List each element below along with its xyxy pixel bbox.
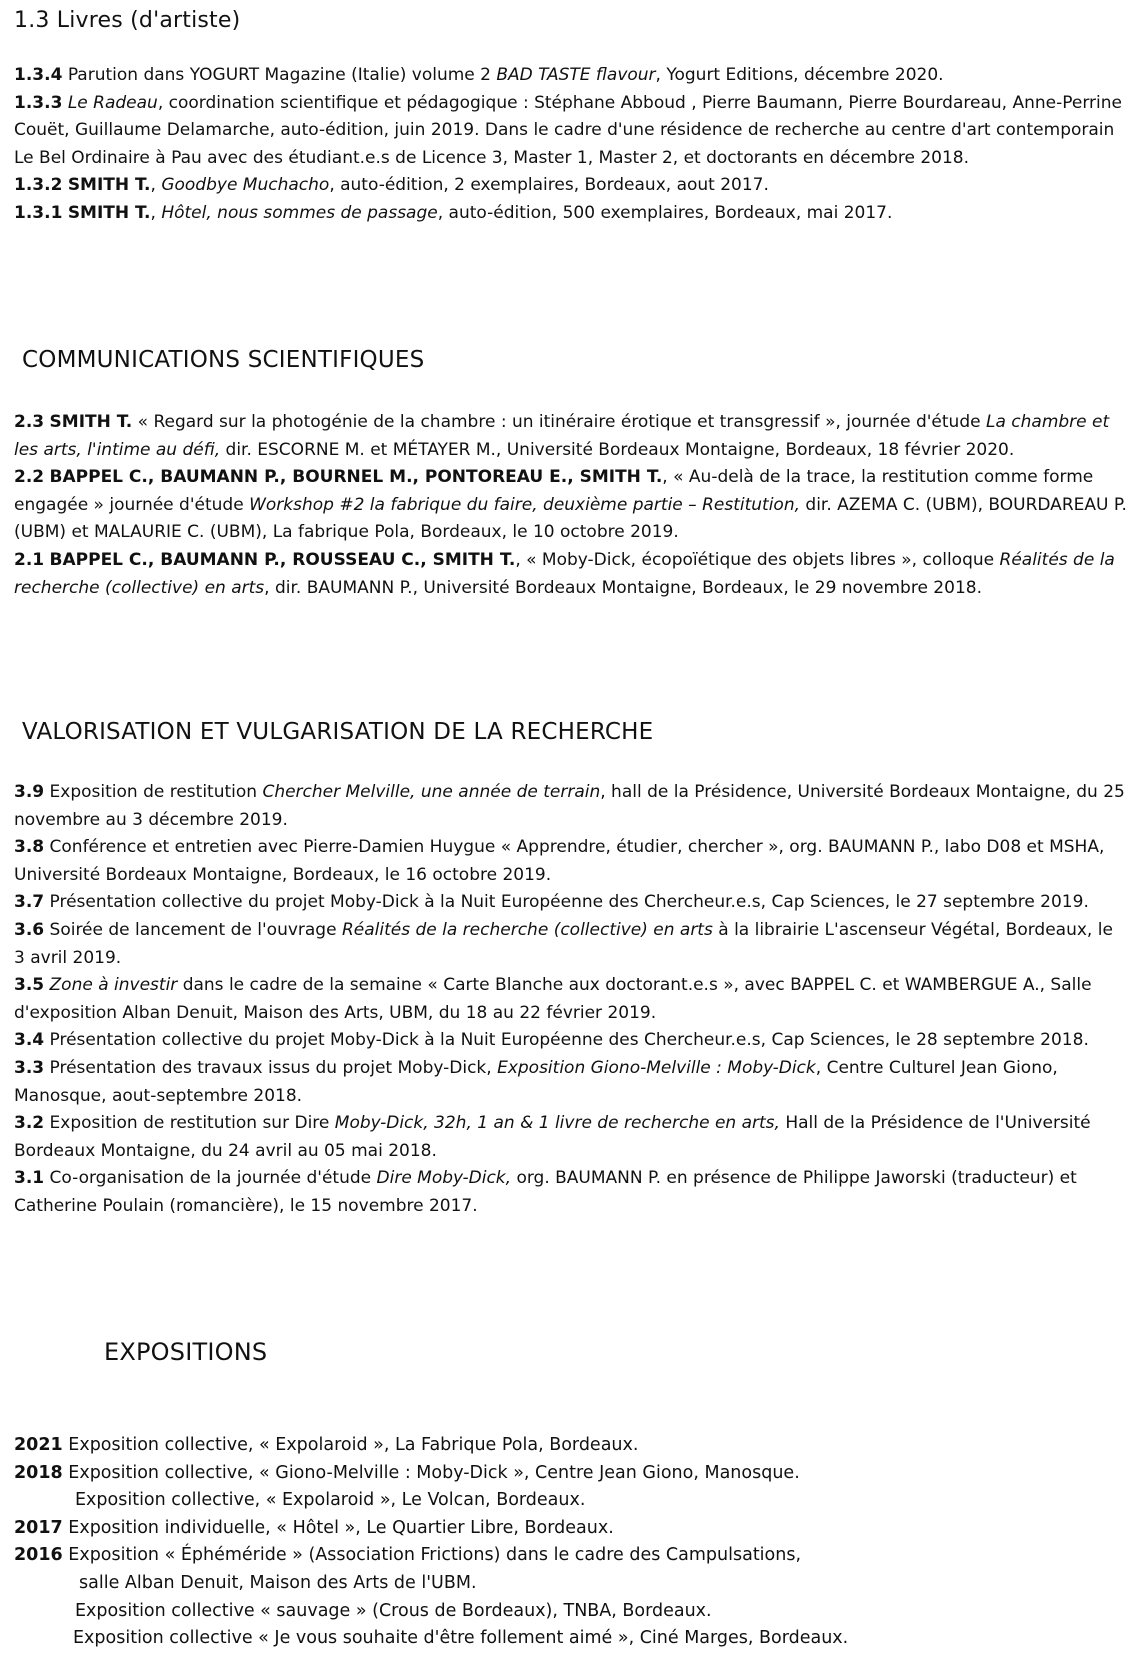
list-item: 2.1 BAPPEL C., BAUMANN P., ROUSSEAU C., SMITH T., « Moby-Dick, écopoïétique des objets libres », colloque Réalités de la recherche (collective) en arts, dir. BAUMANN P., Université Bordeaux Montaigne, Bordeaux, le 29 novembre 2018. [14,549,1115,598]
list-item: 3.9 Exposition de restitution Chercher Melville, une année de terrain, hall de la Présidence, Université Bordeaux Montaigne, du 25 novembre au 3 décembre 2019. [14,782,1125,830]
section-heading-communications: COMMUNICATIONS SCIENTIFIQUES [22,347,425,373]
list-item: 3.2 Exposition de restitution sur Dire Moby-Dick, 32h, 1 an & 1 livre de recherche en arts, Hall de la Présidence de l'Université Bordeaux Montaigne, du 24 avril au 05 mai 2018. [14,1113,1091,1161]
section-heading-valorisation: VALORISATION ET VULGARISATION DE LA RECHERCHE [22,719,654,745]
livres-list [14,62,1129,228]
list-item: 2.2 BAPPEL C., BAUMANN P., BOURNEL M., PONTOREAU E., SMITH T., « Au-delà de la trace, la restitution comme forme engagée » journée d'étude Workshop #2 la fabrique du faire, deuxième partie – Restitution, dir. AZEMA C. (UBM), BOURDAREAU P. (UBM) et MALAURIE C. (UBM), La fabrique Pola, Bordeaux, le 10 octobre 2019. [14,467,1127,543]
list-item: 2016 Exposition « Éphéméride » (Association Frictions) dans le cadre des Campulsations, [14,1545,802,1566]
valorisation-list [14,779,1129,1221]
list-item: 1.3.1 SMITH T., Hôtel, nous sommes de passage, auto-édition, 500 exemplaires, Bordeaux, mai 2017. [14,202,893,223]
list-item: salle Alban Denuit, Maison des Arts de l'UBM. [79,1572,477,1593]
expositions-list [14,1432,1129,1653]
list-item: 1.3.2 SMITH T., Goodbye Muchacho, auto-édition, 2 exemplaires, Bordeaux, aout 2017. [14,175,769,196]
list-item: 3.1 Co-organisation de la journée d'étude Dire Moby-Dick, org. BAUMANN P. en présence de Philippe Jaworski (traducteur) et Catherine Poulain (romancière), le 15 novembre 2017. [14,1168,1077,1216]
list-item: 3.8 Conférence et entretien avec Pierre-Damien Huygue « Apprendre, étudier, chercher », org. BAUMANN P., labo D08 et MSHA, Université Bordeaux Montaigne, Bordeaux, le 16 octobre 2019. [14,837,1105,885]
list-item: Exposition collective « Je vous souhaite d'être follement aimé », Ciné Marges, Bordeaux. [73,1628,849,1649]
list-item: 2018 Exposition collective, « Giono-Melville : Moby-Dick », Centre Jean Giono, Manosque. [14,1462,800,1483]
list-item: 3.5 Zone à investir dans le cadre de la semaine « Carte Blanche aux doctorant.e.s », avec BAPPEL C. et WAMBERGUE A., Salle d'exposition Alban Denuit, Maison des Arts, UBM, du 18 au 22 février 2019. [14,975,1092,1023]
list-item: 3.4 Présentation collective du projet Moby-Dick à la Nuit Européenne des Chercheur.e.s, Cap Sciences, le 28 septembre 2018. [14,1030,1089,1051]
list-item: 3.6 Soirée de lancement de l'ouvrage Réalités de la recherche (collective) en arts à la librairie L'ascenseur Végétal, Bordeaux, le 3 avril 2019. [14,919,1113,968]
list-item: 3.7 Présentation collective du projet Moby-Dick à la Nuit Européenne des Chercheur.e.s, Cap Sciences, le 27 septembre 2019. [14,892,1089,913]
list-item: 2017 Exposition individuelle, « Hôtel », Le Quartier Libre, Bordeaux. [14,1517,614,1538]
section-heading-livres: 1.3 Livres (d'artiste) [14,8,241,33]
list-item: 3.3 Présentation des travaux issus du projet Moby-Dick, Exposition Giono-Melville : Moby-Dick, Centre Culturel Jean Giono, Manosque, aout-septembre 2018. [14,1057,1058,1106]
communications-list [14,409,1129,602]
list-item: 1.3.4 Parution dans YOGURT Magazine (Italie) volume 2 BAD TASTE flavour, Yogurt Editions, décembre 2020. [14,65,944,85]
list-item: 2.3 SMITH T. « Regard sur la photogénie de la chambre : un itinéraire érotique et transgressif », journée d'étude La chambre et les arts, l'intime au défi, dir. ESCORNE M. et MÉTAYER M., Université Bordeaux Montaigne, Bordeaux, 18 février 2020. [14,412,1110,460]
list-item: Exposition collective, « Expolaroid », Le Volcan, Bordeaux. [75,1490,586,1511]
list-item: Exposition collective « sauvage » (Crous de Bordeaux), TNBA, Bordeaux. [75,1600,712,1621]
section-heading-expositions: EXPOSITIONS [104,1338,268,1366]
list-item: 2021 Exposition collective, « Expolaroid », La Fabrique Pola, Bordeaux. [14,1435,639,1455]
list-item: 1.3.3 Le Radeau, coordination scientifique et pédagogique : Stéphane Abboud , Pierre Baumann, Pierre Bourdareau, Anne-Perrine Couët, Guillaume Delamarche, auto-édition, juin 2019. Dans le cadre d'une résidence de recherche au centre d'art contemporain Le Bel Ordinaire à Pau avec des étudiant.e.s de Licence 3, Master 1, Master 2, et doctorants en décembre 2018. [14,92,1122,168]
